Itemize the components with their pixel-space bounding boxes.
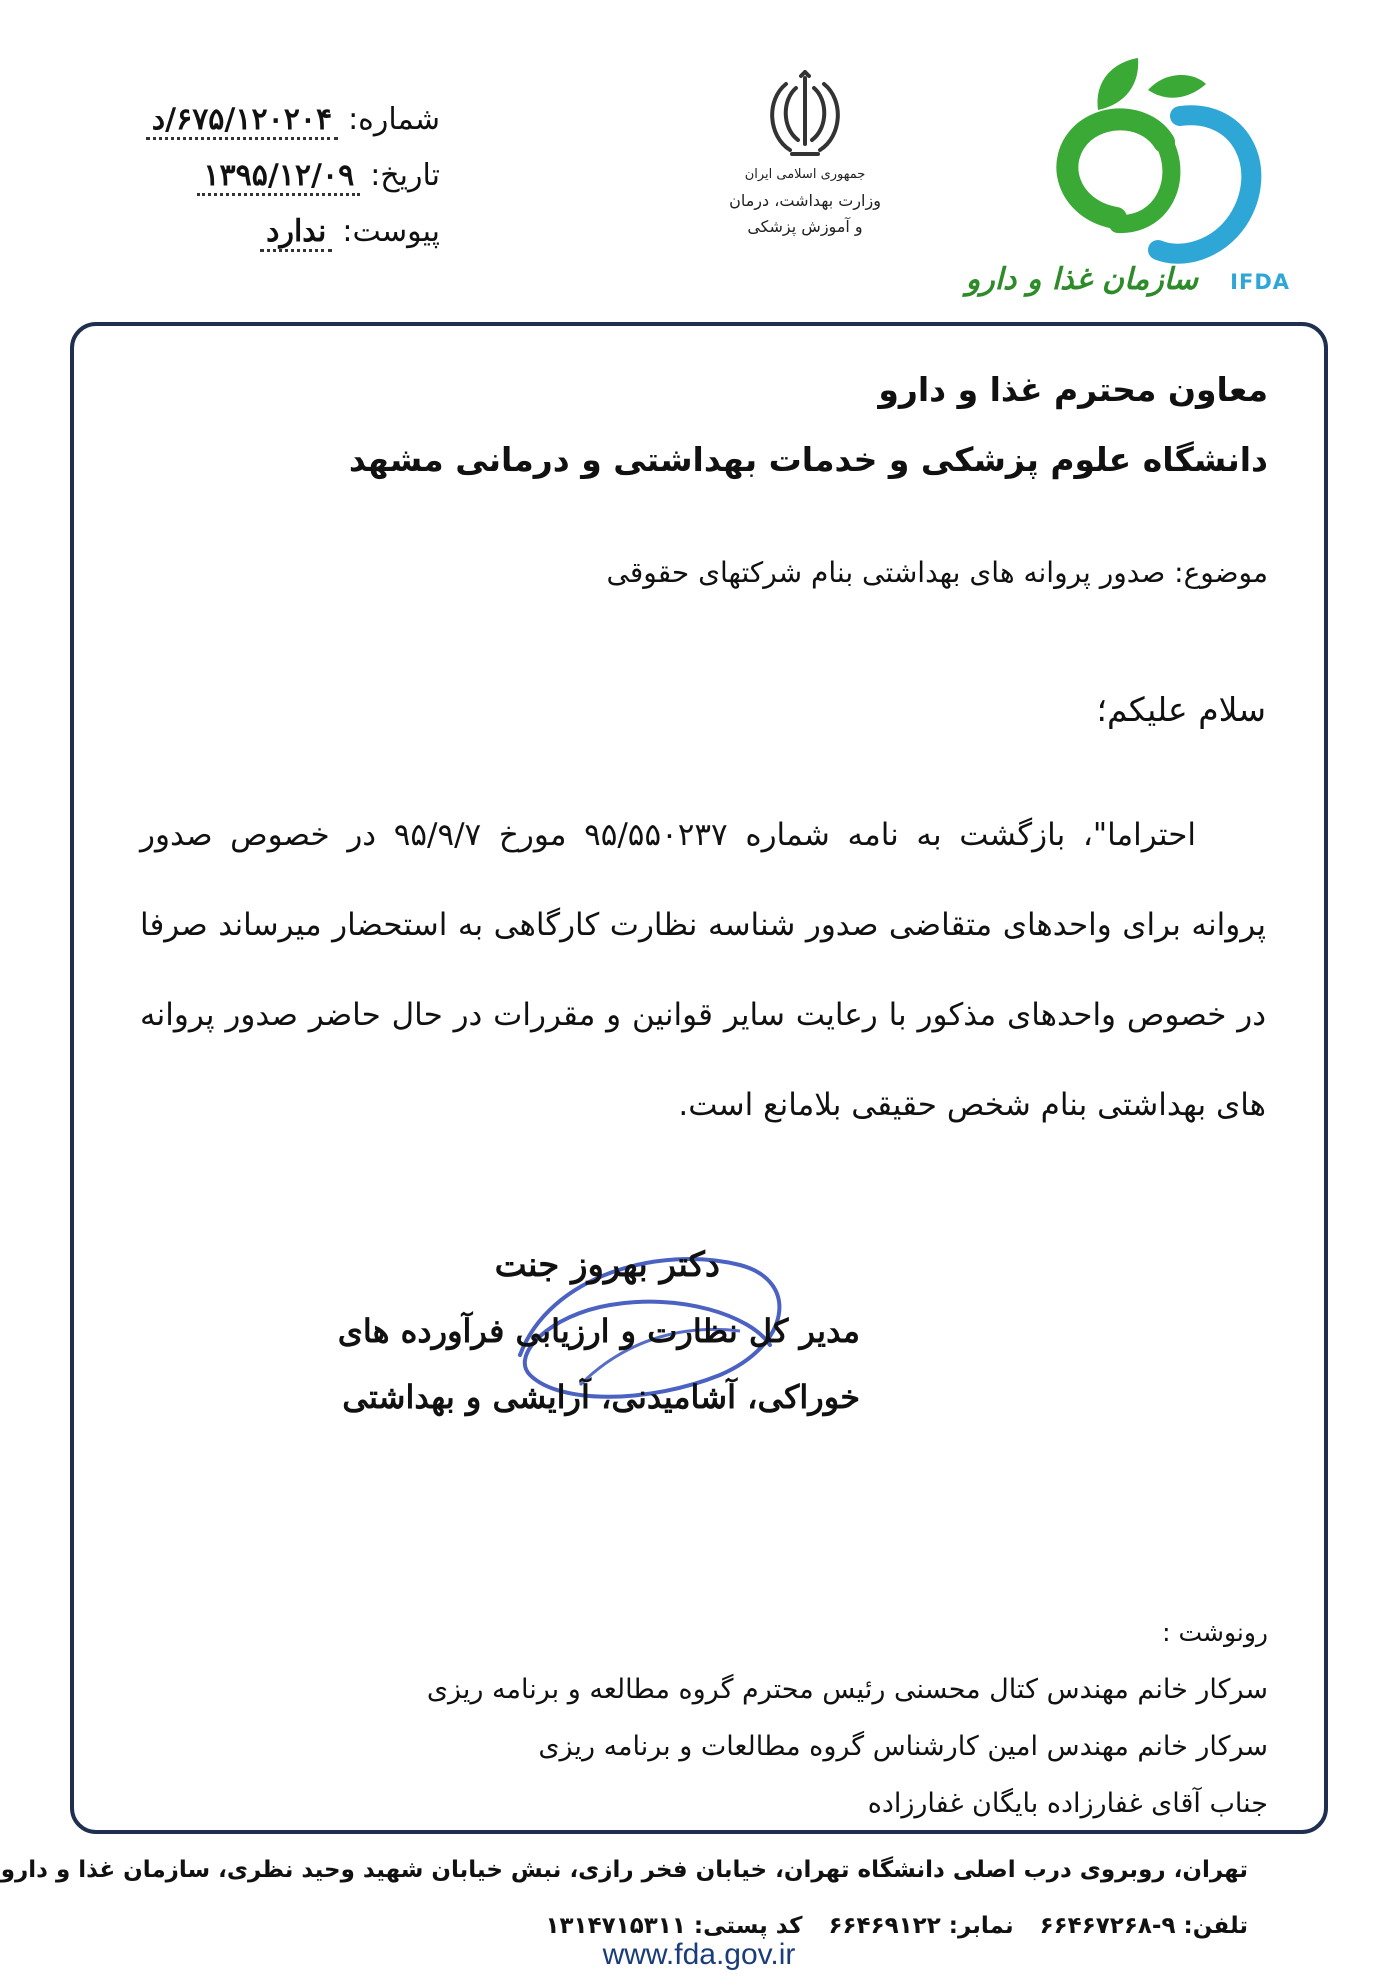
letter-date-label: تاریخ:: [370, 158, 440, 193]
salutation: سلام علیکم؛: [1096, 690, 1266, 729]
letter-number-row: [100, 92, 440, 148]
signature-block: [337, 1232, 860, 1430]
letter-number-value: ۶۷۵/۱۲۰۲۰۴/د: [146, 102, 338, 140]
subject-row: [607, 556, 1268, 589]
subject-text: صدور پروانه های بهداشتی بنام شرکتهای حقوقی: [606, 556, 1166, 589]
iran-emblem-icon: [760, 70, 850, 162]
letter-number-label: شماره:: [348, 102, 440, 137]
cc-item: سرکار خانم مهندس کتال محسنی رئیس محترم گروه مطالعه و برنامه ریزی: [426, 1674, 1268, 1705]
footer-website-link[interactable]: www.fda.gov.ir: [602, 1938, 796, 1971]
footer-phone: تلفن: ۹-۶۶۴۶۷۲۶۸: [1039, 1913, 1248, 1939]
cc-title: رونوشت :: [1162, 1618, 1268, 1647]
footer-postal-code: کد پستی: ۱۳۱۴۷۱۵۳۱۱: [545, 1913, 803, 1939]
ministry-line-2: وزارت بهداشت، درمان: [729, 191, 881, 210]
ministry-line-3: و آموزش پزشکی: [747, 217, 863, 236]
signatory-title-line-1: مدیر کل نظارت و ارزیابی فرآورده های: [337, 1312, 860, 1350]
letter-attachment-label: پیوست:: [342, 214, 440, 249]
ministry-emblem-block: [700, 70, 910, 240]
subject-label: موضوع:: [1174, 556, 1268, 589]
letter-date-row: [100, 148, 440, 204]
ministry-line-1: جمهوری اسلامی ایران: [744, 167, 866, 182]
recipient-title: معاون محترم غذا و دارو: [878, 370, 1268, 409]
letter-meta: [100, 92, 440, 260]
letter-date-value: ۱۳۹۵/۱۲/۰۹: [197, 158, 360, 196]
letter-attachment-value: ندارد: [260, 214, 332, 252]
letter-attachment-row: [100, 204, 440, 260]
ifda-abbreviation: IFDA: [1230, 270, 1290, 294]
signatory-title-line-2: خوراکی، آشامیدنی، آرایشی و بهداشتی: [342, 1378, 860, 1416]
cc-block: [427, 1604, 1268, 1832]
footer-fax: نمابر: ۶۶۴۶۹۱۲۲: [828, 1913, 1014, 1939]
letter-body: [140, 790, 1266, 1150]
footer-address: تهران، روبروی درب اصلی دانشگاه تهران، خیابان فخر رازی، نبش خیابان شهید وحید نظری، سازمان غذا و دارو: [0, 1857, 1248, 1883]
body-paragraph: احتراما"، بازگشت به نامه شماره ۹۵/۵۵۰۲۳۷ مورخ ۹۵/۹/۷ در خصوص صدور پروانه برای واحدهای متقاضی صدور شناسه نظارت کارگاهی به استحضار میرساند صرفا در خصوص واحدهای مذکور با رعایت سایر قوانین و مقررات در حال حاضر صدور پروانه های بهداشتی بنام شخص حقیقی بلامانع است.: [140, 817, 1266, 1123]
cc-item: جناب آقای غفارزاده بایگان غفارزاده: [867, 1788, 1268, 1819]
recipient-university: دانشگاه علوم پزشکی و خدمات بهداشتی و درمانی مشهد: [348, 440, 1268, 479]
ifda-org-name: سازمان غذا و دارو: [965, 262, 1198, 297]
signatory-name: دکتر بهروز جنت: [494, 1245, 720, 1285]
cc-item: سرکار خانم مهندس امین کارشناس گروه مطالعات و برنامه ریزی: [538, 1731, 1268, 1762]
